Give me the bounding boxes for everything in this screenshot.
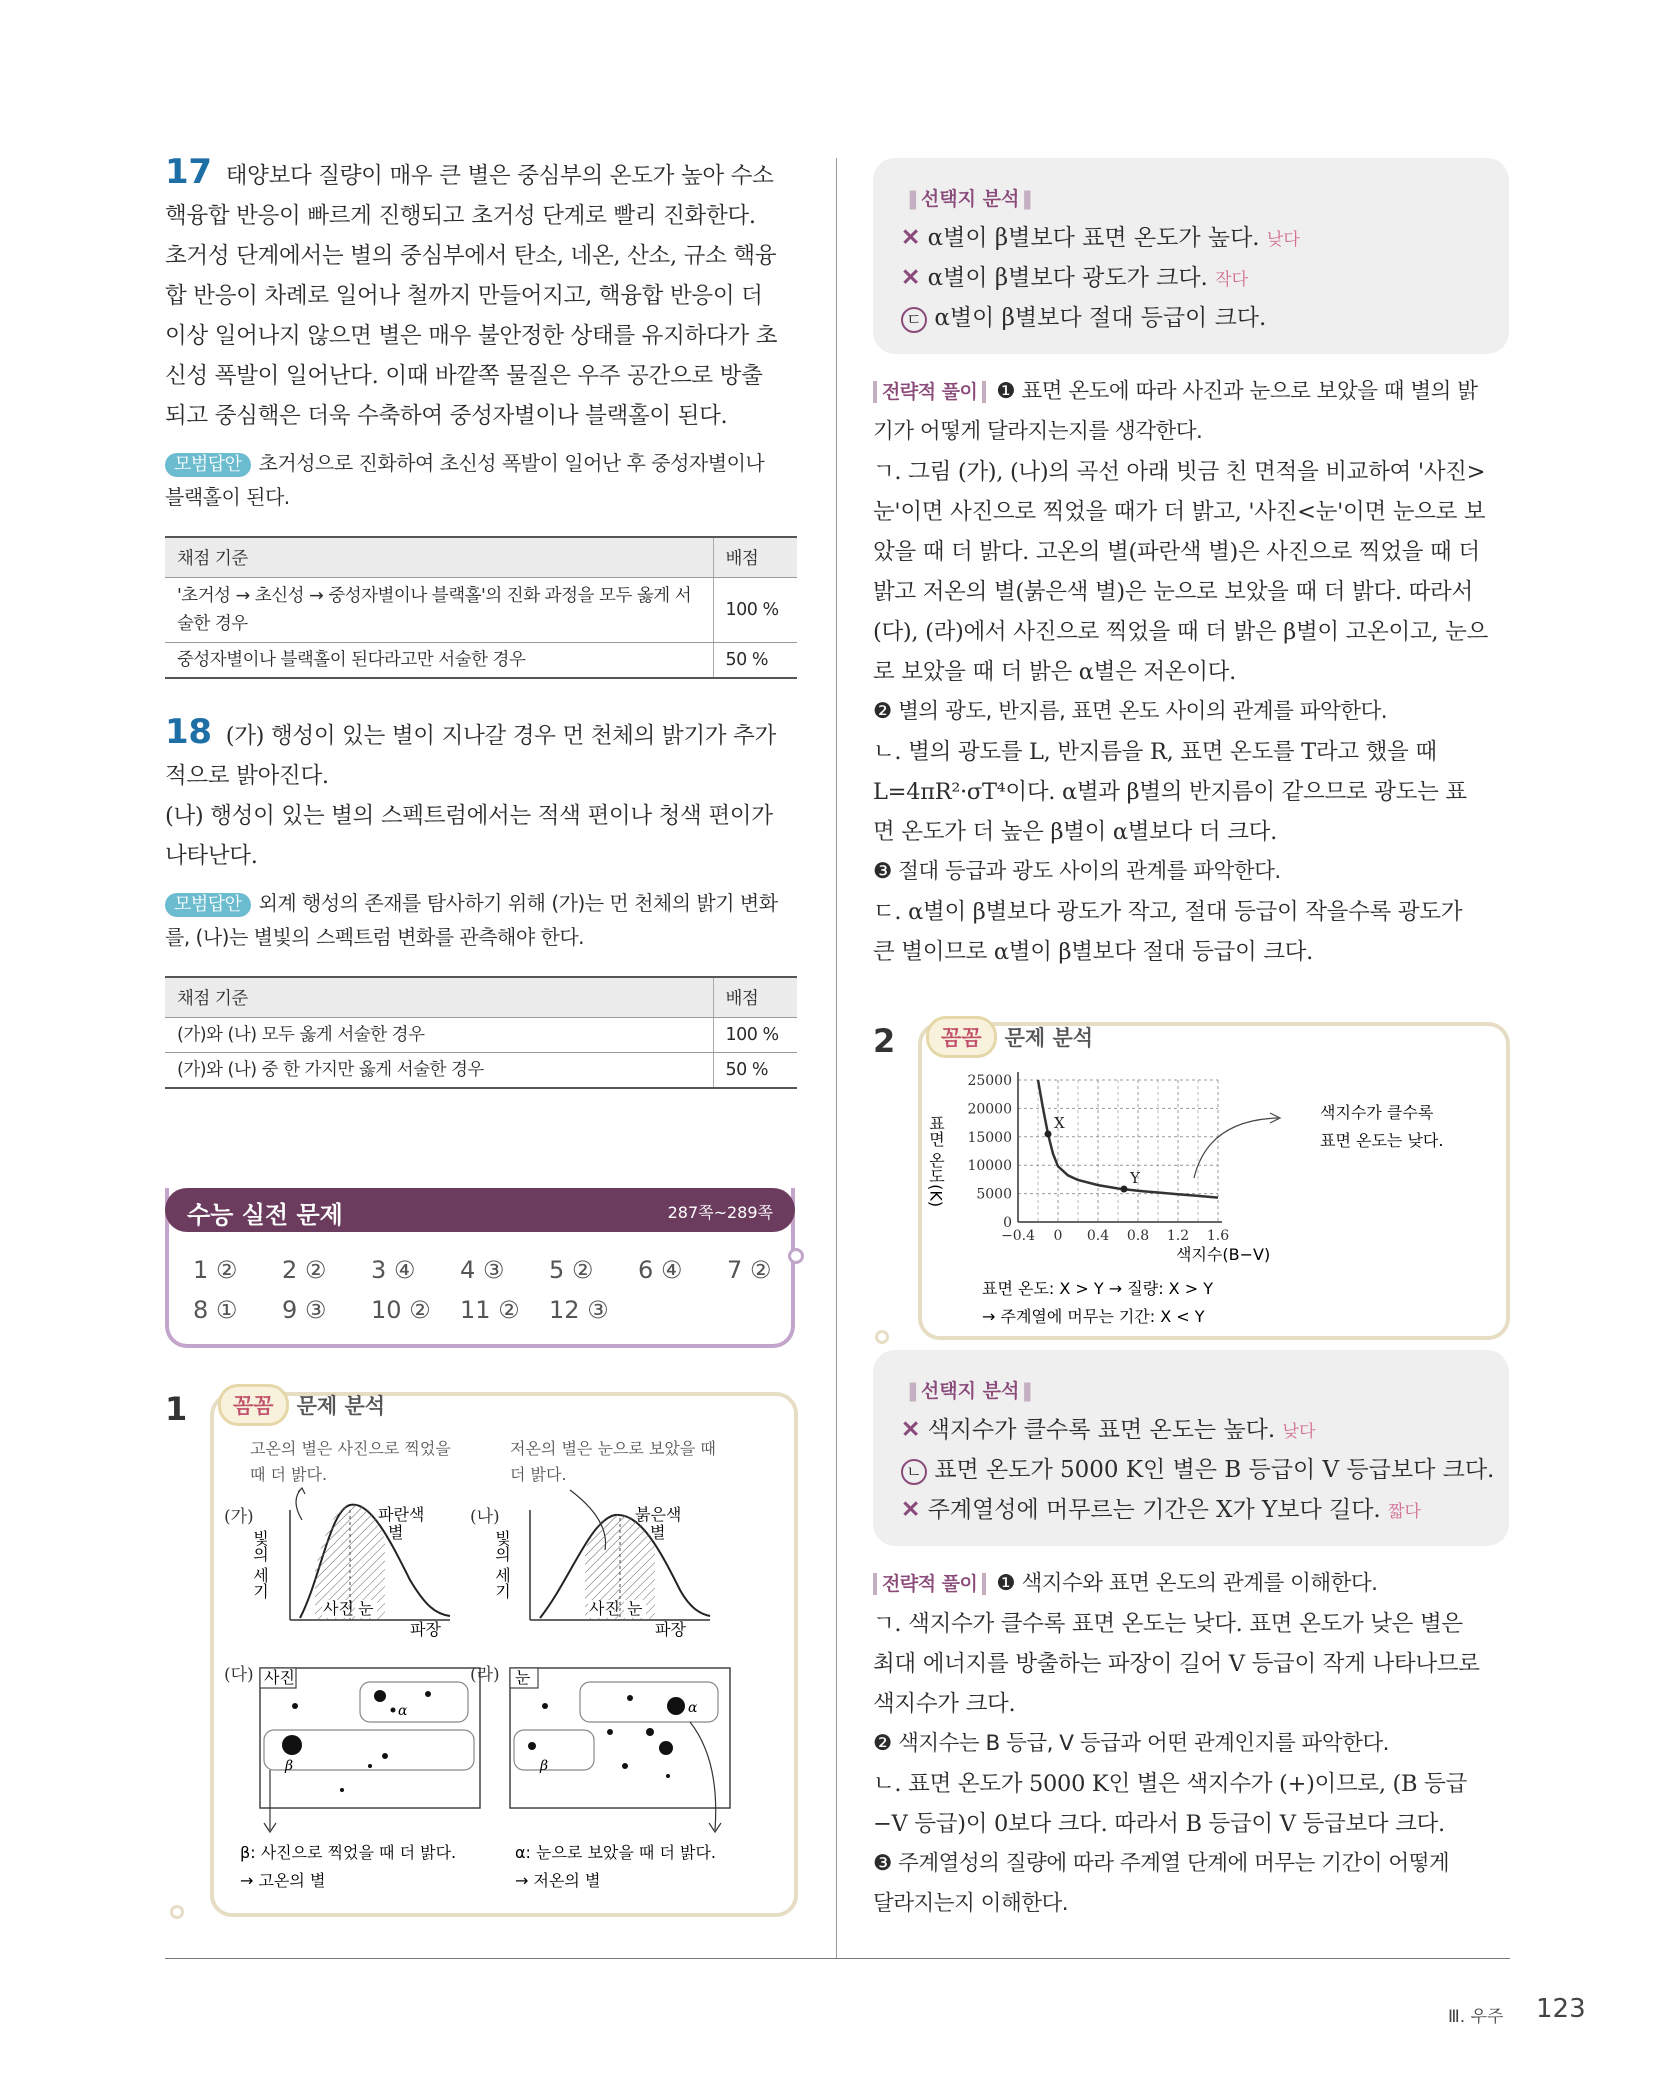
chart-x-tick: −0.4 (1001, 1228, 1035, 1244)
answers-header (165, 1188, 795, 1232)
model-line: 블랙홀이 된다. (165, 485, 290, 509)
kk-badge: 꼼꼼 (926, 1016, 997, 1058)
p2-note1: 표면 온도: X > Y → 질량: X > Y (982, 1279, 1213, 1298)
q17-text (165, 152, 805, 436)
label-red-star: 붉은색 (635, 1505, 682, 1524)
table-cell: 100 % (713, 1017, 797, 1052)
answer-item: 1 ② (193, 1256, 238, 1284)
table-cell: 50 % (713, 642, 797, 678)
label-blue-star2: 별 (388, 1523, 404, 1542)
p2-note2: → 주계열에 머무는 기간: X < Y (982, 1307, 1205, 1326)
table-cell: 중성자별이나 블랙홀이 된다라고만 서술한 경우 (165, 642, 713, 678)
answers-pages: 287쪽~289쪽 (667, 1203, 773, 1222)
q18-line: (나) 행성이 있는 별의 스펙트럼에서는 적색 편이나 청색 편이가 (165, 803, 773, 829)
strategy-step: ❷ 색지수는 B 등급, V 등급과 어떤 관계인지를 파악한다. (873, 1731, 1389, 1756)
analysis-title: 문제 분석 (296, 1394, 386, 1418)
choice-item (901, 258, 1248, 300)
answers-title: 수능 실전 문제 (187, 1201, 343, 1229)
alpha-note: α: 눈으로 보았을 때 더 밝다. (515, 1843, 717, 1862)
q17-number: 17 (165, 152, 212, 192)
chart-x-tick: 0.4 (1086, 1228, 1110, 1244)
label-wavelength: 파장 (655, 1620, 686, 1639)
explanation-line: 큰 별이므로 α별이 β별보다 절대 등급이 크다. (873, 939, 1313, 965)
q17-line: 신성 폭발이 일어난다. 이때 바깥쪽 물질은 우주 공간으로 방출 (165, 363, 763, 389)
p1-figure (210, 1430, 800, 1910)
p1-number: 1 (165, 1390, 188, 1428)
p1-note-left2: 때 더 밝다. (250, 1465, 328, 1484)
label-ra: (라) (470, 1665, 500, 1685)
table-header: 배점 (713, 537, 797, 577)
label-photo: 사진 (323, 1599, 354, 1618)
label-ga: (가) (224, 1507, 254, 1527)
choice-text: α별이 β별보다 절대 등급이 크다. (934, 305, 1267, 331)
label-eye: 눈 (627, 1599, 643, 1618)
strategy-step: ❶ 표면 온도에 따라 사진과 눈으로 보았을 때 별의 밝 (996, 379, 1478, 404)
p2-chart (918, 1060, 1508, 1332)
table-header: 배점 (713, 977, 797, 1017)
arrow-icon (296, 1488, 302, 1520)
chart-x-tick: 0 (1053, 1228, 1063, 1244)
callout: 색지수가 클수록 (1320, 1103, 1434, 1122)
strategy1-block (873, 372, 1513, 972)
p1-header (218, 1384, 385, 1426)
q18-grading-table (165, 976, 797, 1089)
table-header: 채점 기준 (165, 977, 713, 1017)
q17-grading-table (165, 536, 797, 679)
choice-text: α별이 β별보다 광도가 크다. (927, 265, 1208, 291)
q17-line: 합 반응이 차례로 일어나 철까지 만들어지고, 핵융합 반응이 더 (165, 283, 763, 309)
choices-head-text: 선택지 분석 (920, 1380, 1020, 1402)
q17-line: 초거성 단계에서는 별의 중심부에서 탄소, 네온, 산소, 규소 핵융 (165, 243, 777, 269)
explanation-line: 면 온도가 더 높은 β별이 α별보다 더 크다. (873, 819, 1277, 845)
chart-x-tick: 1.2 (1166, 1228, 1190, 1244)
explanation-line: 색지수가 크다. (873, 1691, 1016, 1717)
chart-point (1121, 1186, 1128, 1193)
chart-x-tick: 0.8 (1126, 1228, 1150, 1244)
choice-item (901, 298, 1266, 338)
table-header: 채점 기준 (165, 537, 713, 577)
choices1-box (873, 158, 1509, 354)
correct-mark-icon: ㄴ (901, 1459, 927, 1485)
alpha-note2: → 저온의 별 (515, 1871, 601, 1890)
arrow-icon (690, 1722, 716, 1830)
answer-item: 4 ③ (460, 1256, 505, 1284)
answer-item: 6 ④ (638, 1256, 683, 1284)
label-wavelength: 파장 (410, 1620, 441, 1639)
q18-line: (가) 행성이 있는 별이 지나갈 경우 먼 천체의 밝기가 추가 (225, 723, 776, 749)
answer-item: 5 ② (549, 1256, 594, 1284)
explanation-line: ㄱ. 색지수가 클수록 표면 온도는 낮다. 표면 온도가 낮은 별은 (873, 1611, 1463, 1637)
footer-section: Ⅲ. 우주 (1448, 2007, 1504, 2027)
strategy-tag: 전략적 풀이 (873, 1573, 986, 1595)
choice-item (901, 1490, 1421, 1532)
wrong-mark-icon: ✕ (901, 1416, 921, 1443)
model-answer-tag: 모범답안 (165, 893, 251, 917)
choice-item (901, 1410, 1315, 1452)
explanation-line: 았을 때 더 밝다. 고온의 별(파란색 별)은 사진으로 찍었을 때 더 (873, 539, 1480, 565)
q17-line: 이상 일어나지 않으면 별은 매우 불안정한 상태를 유지하다가 초 (165, 323, 778, 349)
chart-x-tick: 1.6 (1206, 1228, 1230, 1244)
strategy-step: ❶ 색지수와 표면 온도의 관계를 이해한다. (996, 1571, 1378, 1596)
explanation-line: 밝고 저온의 별(붉은색 별)은 눈으로 보았을 때 더 밝다. 따라서 (873, 579, 1473, 605)
strategy-step: 기가 어떻게 달라지는지를 생각한다. (873, 419, 1203, 444)
strategy-step: 달라지는지 이해한다. (873, 1891, 1069, 1916)
q18-model-answer (165, 886, 805, 954)
chart-y-tick: 20000 (967, 1101, 1012, 1118)
chart-y-tick: 5000 (976, 1186, 1012, 1203)
label-beta: β (285, 1758, 294, 1774)
correction: 작다 (1215, 270, 1249, 290)
choices2-box (873, 1350, 1509, 1546)
explanation-line: (다), (라)에서 사진으로 찍었을 때 더 밝은 β별이 고온이고, 눈으 (873, 619, 1488, 645)
chart-point-label: X (1054, 1113, 1065, 1132)
label-beta: β (540, 1758, 549, 1774)
label-na: (나) (470, 1507, 500, 1527)
choice-item (901, 1450, 1494, 1490)
explanation-line: 최대 에너지를 방출하는 파장이 길어 V 등급이 작게 나타나므로 (873, 1651, 1480, 1677)
graph-ga (251, 1504, 451, 1639)
label-intensity: 빛의 세기 (250, 1530, 270, 1600)
model-line: 를, (나)는 별빛의 스펙트럼 변화를 관측해야 한다. (165, 925, 585, 949)
label-red-star2: 별 (650, 1523, 666, 1542)
correct-mark-icon: ㄷ (901, 307, 927, 333)
correction: 짧다 (1388, 1502, 1421, 1522)
answer-item: 11 ② (460, 1296, 520, 1324)
model-answer-tag: 모범답안 (165, 453, 251, 477)
label-da: (다) (224, 1665, 254, 1685)
p2-header (926, 1016, 1093, 1058)
analysis-title: 문제 분석 (1004, 1026, 1094, 1050)
label-blue-star: 파란색 (378, 1505, 425, 1524)
chart-xlabel: 색지수(B−V) (1176, 1245, 1271, 1264)
beta-note2: → 고온의 별 (240, 1871, 326, 1890)
explanation-line: L=4πR²·σT⁴이다. α별과 β별의 반지름이 같으므로 광도는 표 (873, 779, 1467, 805)
p2-number: 2 (873, 1022, 896, 1060)
model-line: 초거성으로 진화하여 초신성 폭발이 일어난 후 중성자별이나 (258, 451, 765, 475)
chart-y-tick: 0 (1003, 1215, 1012, 1231)
q17-line: 태양보다 질량이 매우 큰 별은 중심부의 온도가 높아 수소 (225, 163, 774, 189)
label-eye: 눈 (515, 1668, 531, 1687)
explanation-line: 눈'이면 사진으로 찍었을 때가 더 밝고, '사진<눈'이면 눈으로 보 (873, 499, 1486, 525)
q17-block (165, 152, 805, 679)
explanation-line: ㄴ. 표면 온도가 5000 K인 별은 색지수가 (+)이므로, (B 등급 (873, 1771, 1467, 1797)
explanation-line: ㄴ. 별의 광도를 L, 반지름을 R, 표면 온도를 T라고 했을 때 (873, 739, 1437, 765)
wrong-mark-icon: ✕ (901, 224, 921, 251)
chart-point-label: Y (1130, 1169, 1140, 1188)
strategy-step: ❸ 절대 등급과 광도 사이의 관계를 파악한다. (873, 859, 1281, 884)
label-eye: 눈 (358, 1599, 374, 1618)
p1-note-right2: 더 밝다. (510, 1465, 567, 1484)
explanation-line: ㄷ. α별이 β별보다 광도가 작고, 절대 등급이 작을수록 광도가 (873, 899, 1463, 925)
answer-item: 8 ① (193, 1296, 238, 1324)
explanation-line: ㄱ. 그림 (가), (나)의 곡선 아래 빗금 친 면적을 비교하여 '사진> (873, 459, 1486, 485)
panel-eye (510, 1668, 730, 1808)
q18-text (165, 712, 805, 876)
answer-item: 3 ④ (371, 1256, 416, 1284)
chart-series-line (1038, 1080, 1218, 1198)
bullet-icon (170, 1905, 184, 1919)
beta-note: β: 사진으로 찍었을 때 더 밝다. (240, 1843, 457, 1862)
choice-text: 주계열성에 머무르는 기간은 X가 Y보다 길다. (927, 1497, 1381, 1523)
bullet-icon (875, 1330, 889, 1344)
q18-number: 18 (165, 712, 212, 752)
wrong-mark-icon: ✕ (901, 264, 921, 291)
choices-head: ❚선택지 분석❚ (905, 1380, 1036, 1402)
table-cell: 50 % (713, 1052, 797, 1088)
page-number: 123 (1536, 1994, 1586, 2024)
kk-badge: 꼼꼼 (218, 1384, 289, 1426)
answer-item: 12 ③ (549, 1296, 609, 1324)
q18-line: 적으로 밝아진다. (165, 763, 329, 789)
chart-point (1045, 1130, 1052, 1137)
chart-y-tick: 25000 (967, 1073, 1012, 1089)
label-photo: 사진 (589, 1599, 620, 1618)
label-intensity: 빛의 세기 (492, 1530, 512, 1600)
strategy-step: ❷ 별의 광도, 반지름, 표면 온도 사이의 관계를 파악한다. (873, 699, 1388, 724)
strategy-tag: 전략적 풀이 (873, 381, 986, 403)
arrow-icon (1194, 1118, 1278, 1178)
p1-note-left: 고온의 별은 사진으로 찍었을 (250, 1439, 451, 1458)
q17-line: 핵융합 반응이 빠르게 진행되고 초거성 단계로 빨리 진화한다. (165, 203, 756, 229)
answers-grid (193, 1256, 816, 1324)
q18-line: 나타난다. (165, 843, 258, 869)
column-divider (836, 158, 837, 1958)
choice-item (901, 218, 1300, 260)
chart-y-tick: 10000 (967, 1158, 1012, 1175)
wrong-mark-icon: ✕ (901, 1496, 921, 1523)
table-cell: (가)와 (나) 중 한 가지만 옳게 서술한 경우 (165, 1052, 713, 1088)
choice-text: 색지수가 클수록 표면 온도는 높다. (927, 1417, 1276, 1443)
q18-block (165, 712, 805, 1089)
footer-rule (165, 1958, 1510, 1959)
choice-text: α별이 β별보다 표면 온도가 높다. (927, 225, 1260, 251)
chart-ylabel: 표면 온도(K) (926, 1115, 946, 1208)
table-cell: '초거성 → 초신성 → 중성자별이나 블랙홀'의 진화 과정을 모두 옳게 서술한 경우 (165, 577, 713, 642)
q17-line: 되고 중심핵은 더욱 수축하여 중성자별이나 블랙홀이 된다. (165, 403, 728, 429)
answer-item: 9 ③ (282, 1296, 327, 1324)
strategy-step: ❸ 주계열성의 질량에 따라 주계열 단계에 머무는 기간이 어떻게 (873, 1851, 1450, 1876)
model-line: 외계 행성의 존재를 탐사하기 위해 (가)는 먼 천체의 밝기 변화 (258, 891, 778, 915)
label-photo: 사진 (264, 1668, 295, 1687)
choices-head-text: 선택지 분석 (920, 188, 1020, 210)
explanation-line: 로 보았을 때 더 밝은 α별은 저온이다. (873, 659, 1236, 685)
table-cell: 100 % (713, 577, 797, 642)
answer-item: 7 ② (727, 1256, 772, 1284)
label-alpha: α (398, 1703, 408, 1719)
graph-na (493, 1505, 711, 1639)
label-alpha: α (688, 1700, 698, 1716)
table-cell: (가)와 (나) 모두 옳게 서술한 경우 (165, 1017, 713, 1052)
answer-item: 2 ② (282, 1256, 327, 1284)
correction: 낮다 (1282, 1422, 1316, 1442)
panel-photo (260, 1668, 480, 1808)
callout2: 표면 온도는 낮다. (1320, 1131, 1444, 1150)
correction: 낮다 (1266, 230, 1300, 250)
explanation-line: −V 등급)이 0보다 크다. 따라서 B 등급이 V 등급보다 크다. (873, 1811, 1445, 1837)
chart-y-tick: 15000 (967, 1129, 1012, 1146)
strategy2-block (873, 1564, 1513, 1924)
choices-head: ❚선택지 분석❚ (905, 188, 1036, 210)
answer-item: 10 ② (371, 1296, 431, 1324)
p1-note-right: 저온의 별은 눈으로 보았을 때 (510, 1439, 716, 1458)
q17-model-answer (165, 446, 805, 514)
choice-text: 표면 온도가 5000 K인 별은 B 등급이 V 등급보다 크다. (934, 1457, 1495, 1483)
